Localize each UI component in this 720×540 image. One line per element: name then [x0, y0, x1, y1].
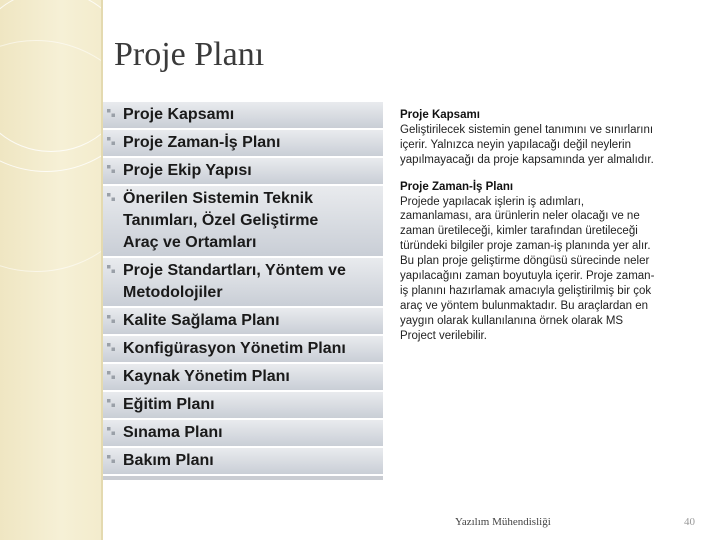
- square-bullet-icon: [107, 343, 115, 351]
- square-bullet-icon: [107, 165, 115, 173]
- square-bullet-icon: [107, 399, 115, 407]
- plan-item-label: Proje Kapsamı: [123, 106, 235, 123]
- plan-item: [103, 186, 383, 258]
- plan-item-label: Proje Standartları, Yöntem ve Metodolojiler: [123, 262, 346, 301]
- plan-item: [103, 158, 383, 186]
- plan-item: [103, 130, 383, 158]
- plan-item-label: Sınama Planı: [123, 424, 223, 441]
- description-text: Geliştirilecek sistemin genel tanımını ve sınırlarını içerir. Yalnızca neyin yapılacağı değil neylerin yapılmayacağı da proje kapsamında yer almalıdır.: [400, 123, 654, 166]
- plan-item: [103, 258, 383, 308]
- plan-item-label: Kaynak Yönetim Planı: [123, 368, 290, 385]
- square-bullet-icon: [107, 455, 115, 463]
- plan-item-label: Proje Ekip Yapısı: [123, 162, 252, 179]
- plan-item-label: Bakım Planı: [123, 452, 214, 469]
- plan-item: [103, 102, 383, 130]
- square-bullet-icon: [107, 137, 115, 145]
- square-bullet-icon: [107, 427, 115, 435]
- decorative-side-band: [0, 0, 101, 540]
- plan-item-label: Konfigürasyon Yönetim Planı: [123, 340, 346, 357]
- description-heading: Proje Kapsamı: [400, 109, 480, 121]
- plan-item: [103, 364, 383, 392]
- plan-item: [103, 448, 383, 476]
- square-bullet-icon: [107, 371, 115, 379]
- plan-item-label: Önerilen Sistemin Teknik Tanımları, Özel Geliştirme Araç ve Ortamları: [123, 190, 319, 251]
- page-number: 40: [684, 516, 695, 528]
- slide-title: Proje Planı: [114, 36, 265, 73]
- plan-item-label: Proje Zaman-İş Planı: [123, 134, 281, 151]
- description-block: [400, 108, 710, 168]
- square-bullet-icon: [107, 193, 115, 201]
- plan-item-label: Kalite Sağlama Planı: [123, 312, 280, 329]
- slide-footer: Yazılım Mühendisliği: [455, 516, 551, 528]
- plan-item-label: Eğitim Planı: [123, 396, 215, 413]
- plan-item: [103, 392, 383, 420]
- plan-item: [103, 336, 383, 364]
- plan-item-list: [103, 102, 383, 480]
- description-panel: [400, 108, 710, 356]
- description-heading: Proje Zaman-İş Planı: [400, 180, 514, 193]
- square-bullet-icon: [107, 109, 115, 117]
- square-bullet-icon: [107, 265, 115, 273]
- square-bullet-icon: [107, 315, 115, 323]
- description-block: [400, 180, 710, 344]
- description-text: Projede yapılacak işlerin iş adımları, zamanlaması, ara ürünlerin neler olacağı ve ne zaman üretileceği, kimler tarafından üretileceği türündeki bilgiler proje zaman-iş planında yer alır. Bu plan proje geliştirme döngüsü sürecinde neler yapılacağını zaman boyutuyla içerir. Proje zaman- iş planını hazırlamak amacıyla geliştirilmiş bir çok araç ve yöntem bulunmaktadır. Bu araçlardan en yaygın olarak kullanılanına örnek olarak MS Project verilebilir.: [400, 195, 655, 342]
- plan-item: [103, 308, 383, 336]
- plan-item: [103, 420, 383, 448]
